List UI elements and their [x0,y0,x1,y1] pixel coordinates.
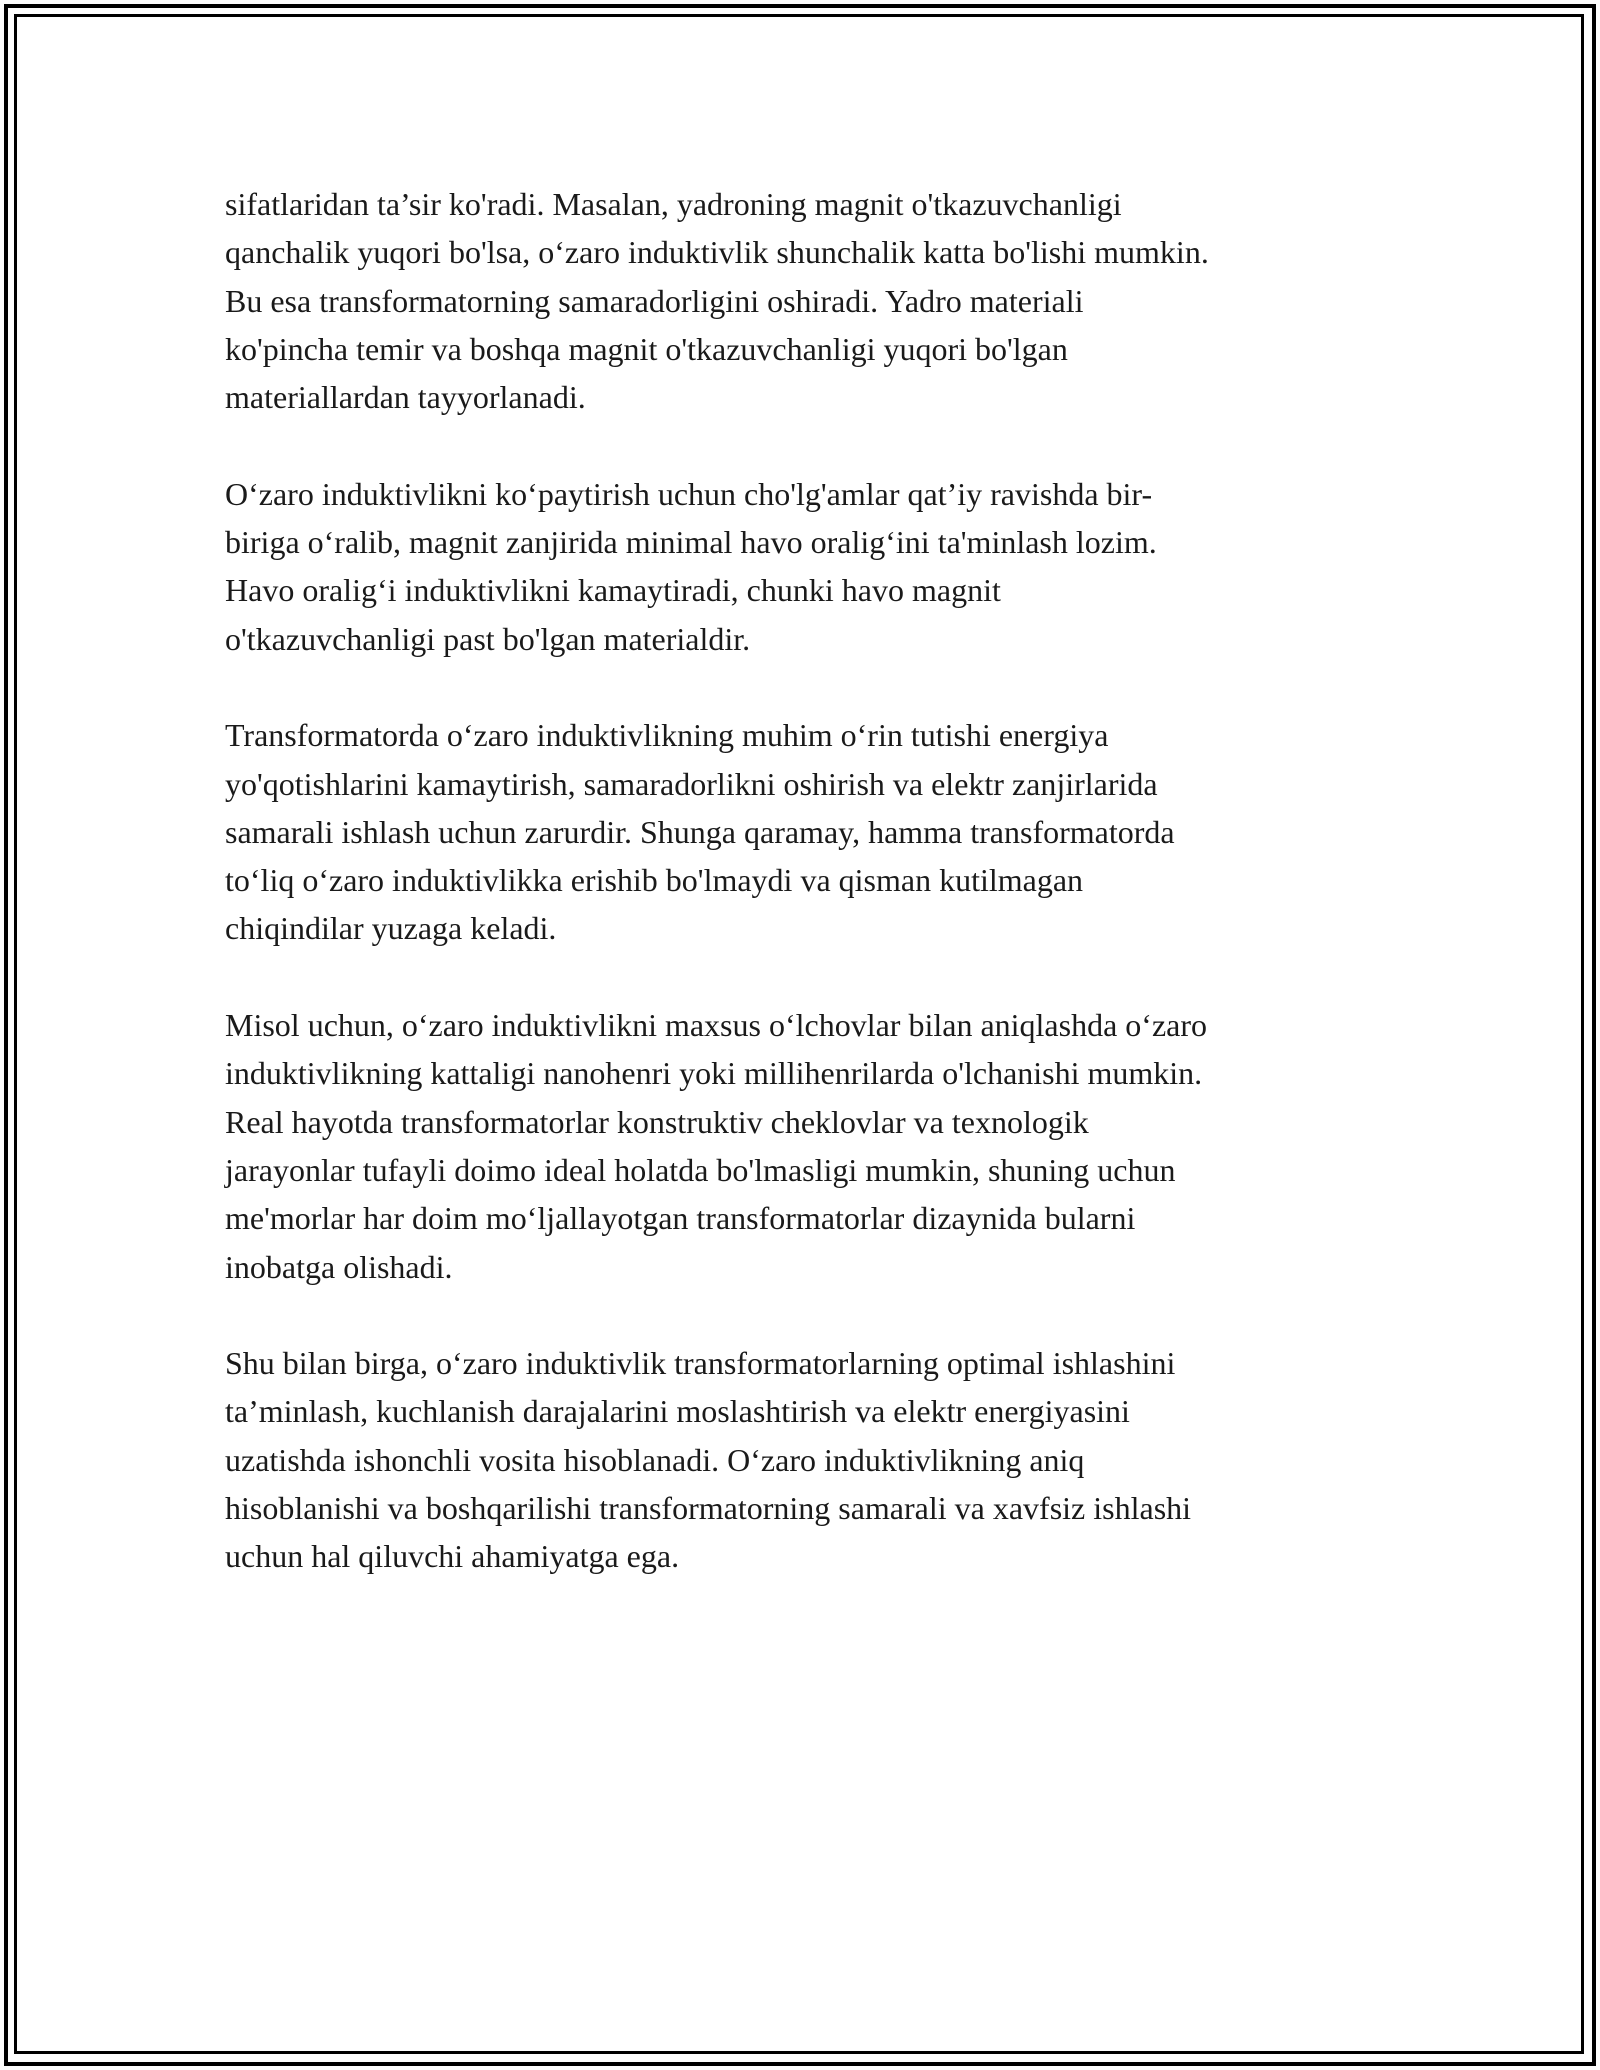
paragraph-4 [225,1001,1385,1291]
text-line: jarayonlar tufayli doimo ideal holatda bo'lmasligi mumkin, shuning uchun [225,1151,1176,1188]
text-line: O‘zaro induktivlikni ko‘paytirish uchun cho'lg'amlar qat’iy ravishda bir- [225,475,1153,512]
text-line: yo'qotishlarini kamaytirish, samaradorlikni oshirish va elektr zanjirlarida [225,765,1158,802]
text-line: Misol uchun, o‘zaro induktivlikni maxsus o‘lchovlar bilan aniqlashda o‘zaro [225,1007,1207,1044]
text-line: chiqindilar yuzaga keladi. [225,910,557,947]
text-line: Transformatorda o‘zaro induktivlikning muhim o‘rin tutishi energiya [225,717,1109,754]
text-line: me'morlar har doim mo‘ljallayotgan transformatorlar dizaynida bularni [225,1200,1136,1237]
text-line: ta’minlash, kuchlanish darajalarini moslashtirish va elektr energiyasini [225,1393,1130,1430]
text-line: ko'pincha temir va boshqa magnit o'tkazuvchanligi yuqori bo'lgan [225,330,1068,367]
text-line: Havo oralig‘i induktivlikni kamaytiradi, chunki havo magnit [225,572,1001,609]
paragraph-2 [225,470,1385,663]
text-line: sifatlaridan ta’sir ko'radi. Masalan, yadroning magnit o'tkazuvchanligi [225,186,1122,222]
text-line: qanchalik yuqori bo'lsa, o‘zaro induktivlik shunchalik katta bo'lishi mumkin. [225,234,1209,271]
text-line: hisoblanishi va boshqarilishi transformatorning samarali va xavfsiz ishlashi [225,1490,1192,1527]
paragraph-1 [225,180,1385,421]
text-line: Shu bilan birga, o‘zaro induktivlik transformatorlarning optimal ishlashini [225,1345,1176,1382]
text-line: uchun hal qiluvchi ahamiyatga ega. [225,1538,680,1575]
document-body [225,180,1385,1629]
text-line: Real hayotda transformatorlar konstruktiv cheklovlar va texnologik [225,1103,1089,1140]
text-line: to‘liq o‘zaro induktivlikka erishib bo'lmaydi va qisman kutilmagan [225,862,1084,899]
text-line: biriga o‘ralib, magnit zanjirida minimal havo oralig‘ini ta'minlash lozim. [225,524,1157,561]
text-line: induktivlikning kattaligi nanohenri yoki millihenrilarda o'lchanishi mumkin. [225,1055,1203,1092]
text-line: materiallardan tayyorlanadi. [225,379,586,416]
text-line: samarali ishlash uchun zarurdir. Shunga qaramay, hamma transformatorda [225,813,1175,850]
text-line: o'tkazuvchanligi past bo'lgan materialdir. [225,620,751,657]
paragraph-3 [225,711,1385,952]
text-line: uzatishda ishonchli vosita hisoblanadi. O‘zaro induktivlikning aniq [225,1441,1085,1478]
text-line: inobatga olishadi. [225,1248,453,1285]
text-line: Bu esa transformatorning samaradorligini oshiradi. Yadro materiali [225,282,1084,319]
paragraph-5 [225,1339,1385,1580]
